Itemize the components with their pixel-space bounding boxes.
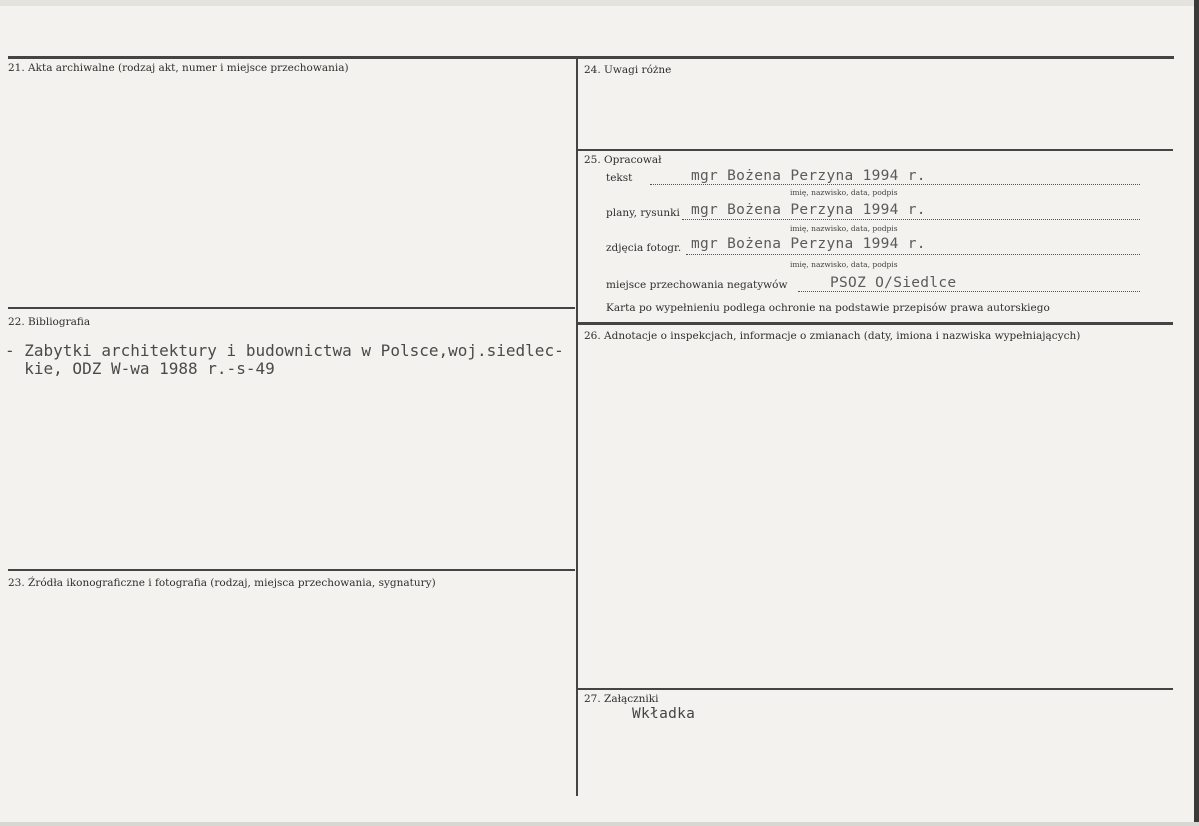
- section-23-label: 23. Źródła ikonograficzne i fotografia (rodzaj, miejsca przechowania, sygnatury): [8, 577, 436, 589]
- rule-26-27: [578, 688, 1173, 690]
- section-22-label: 22. Bibliografia: [8, 316, 91, 328]
- rule-25-26: [578, 322, 1173, 325]
- column-divider: [576, 58, 578, 796]
- field-line-plany: [682, 219, 1140, 220]
- field-value-tekst: mgr Bożena Perzyna 1994 r.: [691, 168, 926, 184]
- attachment-value: Wkładka: [632, 706, 696, 722]
- field-line-zdjecia: [686, 254, 1140, 255]
- section-26-label: 26. Adnotacje o inspekcjach, informacje o zmianach (daty, imiona i nazwiska wypełniających): [584, 330, 1081, 342]
- card-top-edge: [0, 0, 1199, 6]
- field-hint-plany: imię, nazwisko, data, podpis: [790, 224, 898, 233]
- field-hint-zdjecia: imię, nazwisko, data, podpis: [790, 260, 898, 269]
- field-hint-tekst: imię, nazwisko, data, podpis: [790, 188, 898, 197]
- field-value-zdjecia: mgr Bożena Perzyna 1994 r.: [691, 236, 926, 252]
- card-right-edge: [1194, 0, 1199, 826]
- section-24-label: 24. Uwagi różne: [584, 64, 672, 76]
- field-label-tekst: tekst: [606, 172, 633, 184]
- bibliography-line-2: kie, ODZ W-wa 1988 r.-s-49: [5, 359, 275, 378]
- rule-21-22: [8, 307, 575, 309]
- storage-value: PSOZ O/Siedlce: [830, 275, 957, 291]
- storage-label: miejsce przechowania negatywów: [606, 279, 788, 291]
- field-label-plany: plany, rysunki: [606, 207, 680, 219]
- rule-22-23: [8, 569, 575, 571]
- section-25-label: 25. Opracował: [584, 154, 662, 166]
- field-label-zdjecia: zdjęcia fotogr.: [606, 242, 682, 254]
- field-value-plany: mgr Bożena Perzyna 1994 r.: [691, 202, 926, 218]
- rule-24-25: [578, 149, 1173, 151]
- top-rule: [8, 56, 1174, 59]
- section-27-label: 27. Załączniki: [584, 693, 659, 705]
- section-21-label: 21. Akta archiwalne (rodzaj akt, numer i miejsce przechowania): [8, 62, 349, 74]
- card-bottom-edge: [0, 822, 1199, 826]
- bibliography-line-1: - Zabytki architektury i budownictwa w Polsce,woj.siedlec-: [5, 341, 564, 360]
- copyright-note: Karta po wypełnieniu podlega ochronie na podstawie przepisów prawa autorskiego: [606, 302, 1050, 314]
